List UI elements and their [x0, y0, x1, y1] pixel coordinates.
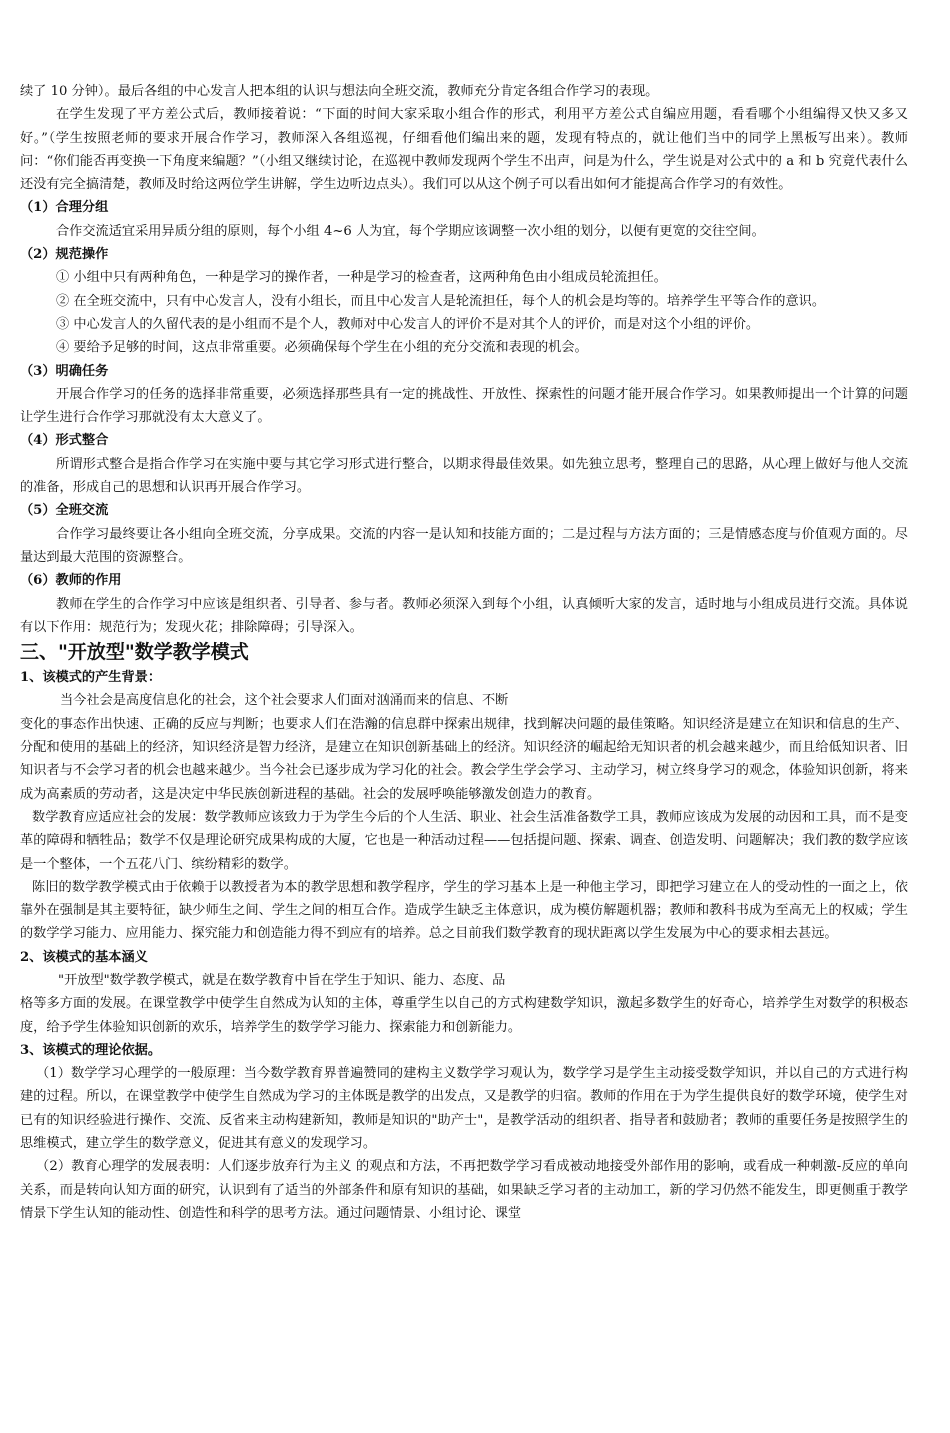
paragraph: "开放型"数学教学模式，就是在数学教育中旨在学生于知识、能力、态度、品: [58, 972, 506, 988]
section-heading: （3）明确任务: [20, 363, 109, 379]
paragraph: 所谓形式整合是指合作学习在实施中要与其它学习形式进行整合，以期求得最佳效果。如先独立思考，整理自己的思路，从心理上做好与他人交流的准备，形成自己的思想和认识再开展合作学习。: [20, 456, 908, 496]
section-heading: （4）形式整合: [20, 433, 109, 449]
paragraph: 开展合作学习的任务的选择非常重要，必须选择那些具有一定的挑战性、开放性、探索性的问题才能开展合作学习。如果教师提出一个计算的问题让学生进行合作学习那就没有太大意义了。: [20, 386, 908, 426]
list-item: ② 在全班交流中，只有中心发言人，没有小组长，而且中心发言人是轮流担任，每个人的机会是均等的。培养学生平等合作的意识。: [56, 293, 826, 309]
paragraph: 变化的事态作出快速、正确的反应与判断；也要求人们在浩瀚的信息群中探索出规律，找到解决问题的最佳策略。知识经济是建立在知识和信息的生产、分配和使用的基础上的经济，知识经济是智力经济，是建立在知识创新基础上的经济。知识经济的崛起给无知识者的机会越来越少，而且给低知识者、旧知识者与不会学习者的机会也越来越少。当今社会已逐步成为学习化的社会。教会学生学会学习、主动学习，树立终身学习的观念，体验知识创新，将来成为高素质的劳动者，这是决定中华民族创新进程的基础。社会的发展呼唤能够激发创造力的教育。: [20, 716, 908, 802]
list-item: ③ 中心发言人的久留代表的是小组而不是个人，教师对中心发言人的评价不是对其个人的评价，而是对这个小组的评价。: [56, 316, 760, 332]
paragraph: 当今社会是高度信息化的社会，这个社会要求人们面对汹涌而来的信息、不断: [60, 693, 509, 709]
section-heading: （6）教师的作用: [20, 573, 122, 589]
paragraph: 陈旧的数学教学模式由于依赖于以教授者为本的教学思想和教学程序，学生的学习基本上是一种他主学习，即把学习建立在人的受动性的一面之上，依靠外在强制是其主要特征，缺少师生之间、学生之间的相互合作。造成学生缺乏主体意识，成为模仿解题机器；教师和教科书成为至高无上的权威；学生的数学学习能力、应用能力、探究能力和创造能力得不到应有的培养。总之目前我们数学教育的现状距离以学生发展为中心的要求相去甚远。: [20, 879, 908, 942]
paragraph: （2）教育心理学的发展表明：人们逐步放弃行为主义 的观点和方法，不再把数学学习看成被动地接受外部作用的影响，或看成一种刺激-反应的单向关系，而是转向认知方面的研究，认识到有了适当的外部条件和原有知识的基础，如果缺乏学习者的主动加工，新的学习仍然不能发生，即更侧重于教学情景下学生认知的能动性、创造性和科学的思考方法。通过问题情景、小组讨论、课堂: [20, 1159, 908, 1221]
paragraph: 合作学习最终要让各小组向全班交流，分享成果。交流的内容一是认知和技能方面的；二是过程与方法方面的；三是情感态度与价值观方面的。尽量达到最大范围的资源整合。: [20, 526, 908, 565]
section-heading: （2）规范操作: [20, 247, 109, 263]
subsection-heading: 3、该模式的理论依据。: [20, 1042, 162, 1058]
paragraph: 合作交流适宜采用异质分组的原则，每个小组 4~6 人为宜，每个学期应该调整一次小组的划分，以便有更宽的交往空间。: [56, 223, 765, 239]
paragraph: 教师在学生的合作学习中应该是组织者、引导者、参与者。教师必须深入到每个小组，认真倾听大家的发言，适时地与小组成员进行交流。具体说有以下作用：规范行为；发现火花；排除障碍；引导深入。: [20, 596, 908, 635]
list-item: ① 小组中只有两种角色，一种是学习的操作者，一种是学习的检查者，这两种角色由小组成员轮流担任。: [56, 270, 667, 286]
paragraph: （1）数学学习心理学的一般原理：当今数学教育界普遍赞同的建构主义数学学习观认为，数学学习是学生主动接受数学知识，并以自己的方式进行构建的过程。所以，在课堂教学中使学生自然成为学习的主体既是教学的出发点，又是教学的归宿。教师的作用在于为学生提供良好的数学环境，使学生对已有的知识经验进行操作、交流、反省来主动构建新知，教师是知识的"助产士"，是教学活动的组织者、指导者和鼓励者；教师的重要任务是按照学生的思维模式，建立学生的数学意义，促进其有意义的发现学习。: [20, 1066, 908, 1152]
section-heading: （5）全班交流: [20, 503, 109, 519]
paragraph: 数学教育应适应社会的发展：数学教师应该致力于为学生今后的个人生活、职业、社会生活准备数学工具，教师应该成为发展的动因和工具，而不是变革的障碍和牺牲品；数学不仅是理论研究成果构成的大厦，它也是一种活动过程——包括提问题、探索、调查、创造发明、问题解决；我们教的数学应该是一个整体，一个五花八门、缤纷精彩的数学。: [20, 809, 908, 872]
document-page: [20, 80, 908, 1225]
list-item: ④ 要给予足够的时间，这点非常重要。必须确保每个学生在小组的充分交流和表现的机会。: [56, 340, 588, 356]
subsection-heading: 1、该模式的产生背景：: [20, 670, 162, 686]
section-heading: （1）合理分组: [20, 200, 109, 216]
paragraph: 续了 10 分钟）。最后各组的中心发言人把本组的认识与想法向全班交流，教师充分肯定各组合作学习的表现。: [20, 84, 659, 99]
subsection-heading: 2、该模式的基本涵义: [20, 949, 148, 965]
chapter-heading: 三、"开放型"数学教学模式: [20, 641, 249, 664]
paragraph: 在学生发现了平方差公式后，教师接着说：“下面的时间大家采取小组合作的形式，利用平方差公式自编应用题，看看哪个小组编得又快又多又好。”（学生按照老师的要求开展合作学习，教师深入各组巡视，仔细看他们编出来的题，发现有特点的，就让他们当中的同学上黑板写出来）。教师问：“你们能否再变换一下角度来编题？”（小组又继续讨论，在巡视中教师发现两个学生不出声，问是为什么，学生说是对公式中的 a 和 b 究竟代表什么还没有完全搞清楚，教师及时给这两位学生讲解，学生边听边点头）。我们可以从这个例子可以看出如何才能提高合作学习的有效性。: [20, 107, 908, 193]
paragraph: 格等多方面的发展。在课堂教学中使学生自然成为认知的主体，尊重学生以自己的方式构建数学知识，激起多数学生的好奇心，培养学生对数学的积极态度，给予学生体验知识创新的欢乐，培养学生的数学学习能力、探索能力和创新能力。: [20, 996, 908, 1035]
